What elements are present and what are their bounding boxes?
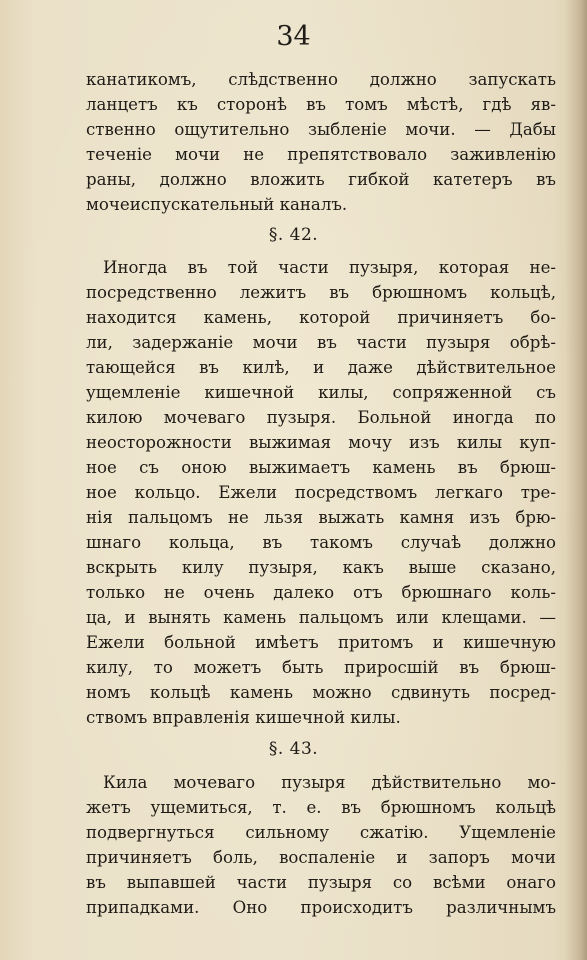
text-line: ственно ощутительно зыбленіе мочи. — Дабы [86, 120, 556, 139]
text-line: канатикомъ, слѣдственно должно запускать [86, 70, 556, 89]
text-line: раны, должно вложить гибкой катетеръ въ [86, 170, 556, 189]
text-line: ущемленіе кишечной килы, сопряженной съ [86, 383, 556, 402]
text-line: килу, то можетъ быть приросшій въ брюш- [86, 658, 556, 677]
text-line: теченіе мочи не препятствовало заживленію [86, 145, 556, 164]
text-line: припадками. Оно происходитъ различнымъ [86, 898, 556, 917]
text-line: ное съ оною выжимаетъ камень въ брюш- [86, 458, 556, 477]
text-line: ли, задержаніе мочи въ части пузыря обрѣ- [86, 333, 556, 352]
text-line: только не очень далеко отъ брюшнаго коль- [86, 583, 556, 602]
text-line: находится камень, которой причиняетъ бо- [86, 308, 556, 327]
text-line: въ выпавшей части пузыря со всѣми онаго [86, 873, 556, 892]
text-line: ланцетъ къ сторонѣ въ томъ мѣстѣ, гдѣ яв- [86, 95, 556, 114]
text-line: Ежели больной имѣетъ притомъ и кишечную [86, 633, 556, 652]
section-heading-43: §. 43. [268, 739, 319, 759]
text-line: подвергнуться сильному сжатію. Ущемленіе [86, 823, 556, 842]
text-line: ствомъ вправленія кишечной килы. [86, 708, 401, 727]
text-line: жетъ ущемиться, т. е. въ брюшномъ кольцѣ [86, 798, 556, 817]
text-line: причиняетъ боль, воспаленіе и запоръ мочи [86, 848, 556, 867]
page-edge-shadow [565, 0, 587, 960]
section-heading-42: §. 42. [268, 225, 319, 245]
text-line: ное кольцо. Ежели посредствомъ легкаго тре- [86, 483, 556, 502]
text-line: шнаго кольца, въ такомъ случаѣ должно [86, 533, 556, 552]
text-line: нія пальцомъ не льзя выжать камня изъ брю- [86, 508, 556, 527]
text-line: килою мочеваго пузыря. Больной иногда по [86, 408, 556, 427]
text-line: неосторожности выжимая мочу изъ килы куп- [86, 433, 556, 452]
text-line: мочеиспускательный каналъ. [86, 195, 348, 214]
text-line: ца, и вынять камень пальцомъ или клещами. — [86, 608, 556, 627]
text-line: посредственно лежитъ въ брюшномъ кольцѣ, [86, 283, 556, 302]
page-number: 34 [276, 21, 311, 52]
text-line: вскрыть килу пузыря, какъ выше сказано, [86, 558, 556, 577]
text-line: номъ кольцѣ камень можно сдвинуть посред- [86, 683, 556, 702]
text-line: тающейся въ килѣ, и даже дѣйствительное [86, 358, 556, 377]
text-line: Кила мочеваго пузыря дѣйствительно мо- [103, 773, 556, 792]
text-line: Иногда въ той части пузыря, которая не- [103, 258, 556, 277]
